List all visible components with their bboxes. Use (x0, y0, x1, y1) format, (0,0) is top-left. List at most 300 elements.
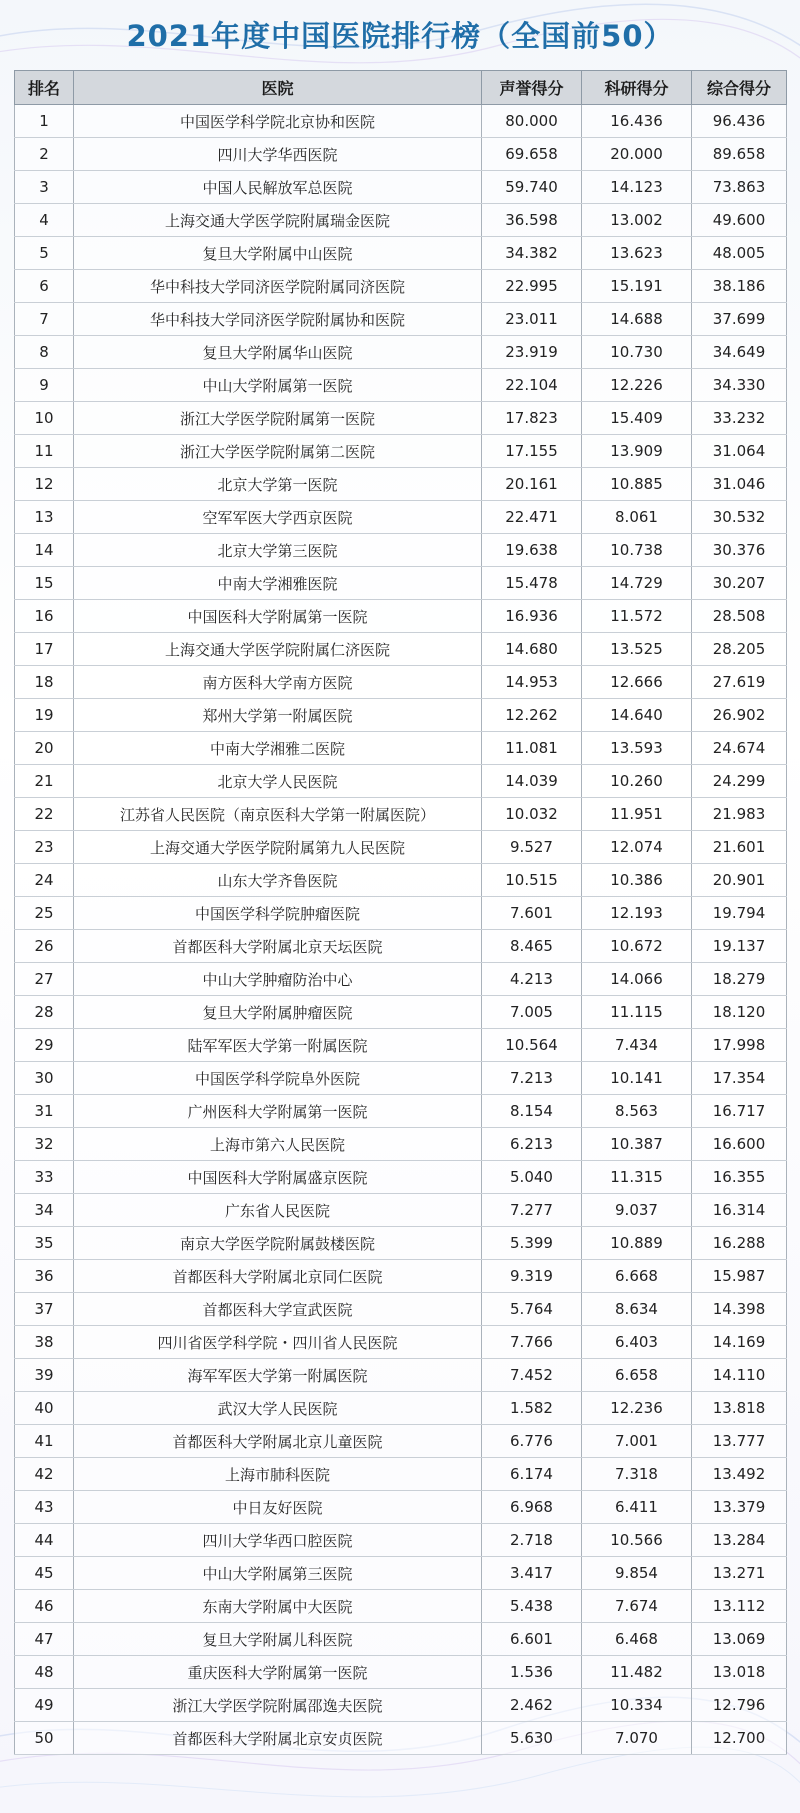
table-row (15, 1062, 787, 1095)
table-row (15, 1425, 787, 1458)
reputation-score-cell: 23.011 (482, 303, 582, 336)
reputation-score-cell: 10.515 (482, 864, 582, 897)
table-row (15, 831, 787, 864)
table-row (15, 699, 787, 732)
total-score-cell: 49.600 (692, 204, 787, 237)
hospital-name-cell: 首都医科大学附属北京儿童医院 (74, 1425, 482, 1458)
total-score-cell: 21.983 (692, 798, 787, 831)
rank-cell: 24 (15, 864, 74, 897)
table-row (15, 270, 787, 303)
reputation-score-cell: 7.766 (482, 1326, 582, 1359)
rank-cell: 33 (15, 1161, 74, 1194)
rank-cell: 10 (15, 402, 74, 435)
total-score-cell: 14.110 (692, 1359, 787, 1392)
table-row (15, 1722, 787, 1755)
rank-cell: 27 (15, 963, 74, 996)
reputation-score-cell: 7.213 (482, 1062, 582, 1095)
research-score-cell: 10.738 (582, 534, 692, 567)
hospital-name-cell: 陆军军医大学第一附属医院 (74, 1029, 482, 1062)
hospital-name-cell: 武汉大学人民医院 (74, 1392, 482, 1425)
reputation-score-cell: 22.104 (482, 369, 582, 402)
table-row (15, 1194, 787, 1227)
reputation-score-cell: 1.536 (482, 1656, 582, 1689)
table-row (15, 1029, 787, 1062)
rank-cell: 20 (15, 732, 74, 765)
rank-cell: 43 (15, 1491, 74, 1524)
research-score-cell: 6.658 (582, 1359, 692, 1392)
rank-cell: 7 (15, 303, 74, 336)
table-row (15, 1095, 787, 1128)
research-score-cell: 7.318 (582, 1458, 692, 1491)
research-score-cell: 15.191 (582, 270, 692, 303)
research-score-cell: 10.141 (582, 1062, 692, 1095)
total-score-cell: 28.508 (692, 600, 787, 633)
hospital-name-cell: 上海交通大学医学院附属第九人民医院 (74, 831, 482, 864)
research-score-cell: 7.674 (582, 1590, 692, 1623)
rank-cell: 14 (15, 534, 74, 567)
total-score-cell: 18.279 (692, 963, 787, 996)
hospital-name-cell: 山东大学齐鲁医院 (74, 864, 482, 897)
table-row (15, 501, 787, 534)
research-score-cell: 11.572 (582, 600, 692, 633)
hospital-name-cell: 华中科技大学同济医学院附属协和医院 (74, 303, 482, 336)
total-score-cell: 15.987 (692, 1260, 787, 1293)
table-row (15, 1623, 787, 1656)
hospital-name-cell: 中日友好医院 (74, 1491, 482, 1524)
header-research-score: 科研得分 (582, 71, 692, 105)
research-score-cell: 8.061 (582, 501, 692, 534)
hospital-name-cell: 四川省医学科学院・四川省人民医院 (74, 1326, 482, 1359)
research-score-cell: 10.386 (582, 864, 692, 897)
research-score-cell: 6.411 (582, 1491, 692, 1524)
rank-cell: 49 (15, 1689, 74, 1722)
reputation-score-cell: 6.213 (482, 1128, 582, 1161)
total-score-cell: 13.379 (692, 1491, 787, 1524)
research-score-cell: 7.434 (582, 1029, 692, 1062)
research-score-cell: 16.436 (582, 105, 692, 138)
rank-cell: 25 (15, 897, 74, 930)
total-score-cell: 17.354 (692, 1062, 787, 1095)
research-score-cell: 12.074 (582, 831, 692, 864)
rank-cell: 39 (15, 1359, 74, 1392)
rank-cell: 16 (15, 600, 74, 633)
header-rank: 排名 (15, 71, 74, 105)
reputation-score-cell: 59.740 (482, 171, 582, 204)
total-score-cell: 38.186 (692, 270, 787, 303)
table-row (15, 897, 787, 930)
table-row (15, 1161, 787, 1194)
rank-cell: 8 (15, 336, 74, 369)
hospital-name-cell: 浙江大学医学院附属第一医院 (74, 402, 482, 435)
rank-cell: 37 (15, 1293, 74, 1326)
total-score-cell: 16.314 (692, 1194, 787, 1227)
total-score-cell: 13.492 (692, 1458, 787, 1491)
rank-cell: 13 (15, 501, 74, 534)
table-row (15, 138, 787, 171)
table-row (15, 204, 787, 237)
reputation-score-cell: 17.823 (482, 402, 582, 435)
hospital-name-cell: 北京大学第一医院 (74, 468, 482, 501)
reputation-score-cell: 19.638 (482, 534, 582, 567)
table-row (15, 1590, 787, 1623)
research-score-cell: 13.909 (582, 435, 692, 468)
research-score-cell: 11.315 (582, 1161, 692, 1194)
hospital-name-cell: 中南大学湘雅二医院 (74, 732, 482, 765)
rank-cell: 29 (15, 1029, 74, 1062)
research-score-cell: 10.387 (582, 1128, 692, 1161)
total-score-cell: 31.046 (692, 468, 787, 501)
research-score-cell: 9.854 (582, 1557, 692, 1590)
reputation-score-cell: 6.601 (482, 1623, 582, 1656)
hospital-name-cell: 首都医科大学附属北京同仁医院 (74, 1260, 482, 1293)
hospital-name-cell: 中南大学湘雅医院 (74, 567, 482, 600)
reputation-score-cell: 5.399 (482, 1227, 582, 1260)
table-row (15, 765, 787, 798)
total-score-cell: 27.619 (692, 666, 787, 699)
total-score-cell: 19.794 (692, 897, 787, 930)
hospital-name-cell: 上海市肺科医院 (74, 1458, 482, 1491)
table-row (15, 732, 787, 765)
rank-cell: 11 (15, 435, 74, 468)
total-score-cell: 21.601 (692, 831, 787, 864)
table-row (15, 1260, 787, 1293)
table-row (15, 171, 787, 204)
rank-cell: 36 (15, 1260, 74, 1293)
rank-cell: 34 (15, 1194, 74, 1227)
total-score-cell: 13.777 (692, 1425, 787, 1458)
table-row (15, 1689, 787, 1722)
hospital-name-cell: 华中科技大学同济医学院附属同济医院 (74, 270, 482, 303)
research-score-cell: 10.885 (582, 468, 692, 501)
hospital-name-cell: 江苏省人民医院（南京医科大学第一附属医院） (74, 798, 482, 831)
reputation-score-cell: 6.174 (482, 1458, 582, 1491)
reputation-score-cell: 23.919 (482, 336, 582, 369)
total-score-cell: 34.649 (692, 336, 787, 369)
total-score-cell: 13.069 (692, 1623, 787, 1656)
total-score-cell: 48.005 (692, 237, 787, 270)
rank-cell: 26 (15, 930, 74, 963)
research-score-cell: 14.123 (582, 171, 692, 204)
reputation-score-cell: 15.478 (482, 567, 582, 600)
research-score-cell: 12.193 (582, 897, 692, 930)
research-score-cell: 14.729 (582, 567, 692, 600)
reputation-score-cell: 9.527 (482, 831, 582, 864)
hospital-name-cell: 复旦大学附属中山医院 (74, 237, 482, 270)
rank-cell: 5 (15, 237, 74, 270)
table-row (15, 534, 787, 567)
research-score-cell: 11.115 (582, 996, 692, 1029)
reputation-score-cell: 7.005 (482, 996, 582, 1029)
reputation-score-cell: 1.582 (482, 1392, 582, 1425)
reputation-score-cell: 11.081 (482, 732, 582, 765)
research-score-cell: 7.001 (582, 1425, 692, 1458)
total-score-cell: 16.600 (692, 1128, 787, 1161)
research-score-cell: 12.666 (582, 666, 692, 699)
table-row (15, 435, 787, 468)
rank-cell: 6 (15, 270, 74, 303)
reputation-score-cell: 22.471 (482, 501, 582, 534)
total-score-cell: 19.137 (692, 930, 787, 963)
table-row (15, 1359, 787, 1392)
total-score-cell: 17.998 (692, 1029, 787, 1062)
hospital-name-cell: 东南大学附属中大医院 (74, 1590, 482, 1623)
research-score-cell: 10.730 (582, 336, 692, 369)
hospital-name-cell: 重庆医科大学附属第一医院 (74, 1656, 482, 1689)
rank-cell: 48 (15, 1656, 74, 1689)
reputation-score-cell: 16.936 (482, 600, 582, 633)
total-score-cell: 16.288 (692, 1227, 787, 1260)
table-row (15, 1392, 787, 1425)
hospital-name-cell: 浙江大学医学院附属第二医院 (74, 435, 482, 468)
research-score-cell: 13.002 (582, 204, 692, 237)
research-score-cell: 20.000 (582, 138, 692, 171)
hospital-name-cell: 上海交通大学医学院附属仁济医院 (74, 633, 482, 666)
hospital-name-cell: 海军军医大学第一附属医院 (74, 1359, 482, 1392)
total-score-cell: 13.284 (692, 1524, 787, 1557)
total-score-cell: 33.232 (692, 402, 787, 435)
research-score-cell: 10.566 (582, 1524, 692, 1557)
research-score-cell: 10.889 (582, 1227, 692, 1260)
reputation-score-cell: 7.452 (482, 1359, 582, 1392)
hospital-name-cell: 中国人民解放军总医院 (74, 171, 482, 204)
total-score-cell: 14.398 (692, 1293, 787, 1326)
research-score-cell: 13.593 (582, 732, 692, 765)
total-score-cell: 96.436 (692, 105, 787, 138)
rank-cell: 42 (15, 1458, 74, 1491)
reputation-score-cell: 10.032 (482, 798, 582, 831)
hospital-name-cell: 复旦大学附属儿科医院 (74, 1623, 482, 1656)
table-row (15, 666, 787, 699)
table-row (15, 1227, 787, 1260)
rank-cell: 28 (15, 996, 74, 1029)
rank-cell: 19 (15, 699, 74, 732)
research-score-cell: 10.672 (582, 930, 692, 963)
table-row (15, 1656, 787, 1689)
rank-cell: 44 (15, 1524, 74, 1557)
hospital-name-cell: 中国医科大学附属第一医院 (74, 600, 482, 633)
reputation-score-cell: 7.601 (482, 897, 582, 930)
reputation-score-cell: 80.000 (482, 105, 582, 138)
rank-cell: 21 (15, 765, 74, 798)
hospital-name-cell: 首都医科大学附属北京天坛医院 (74, 930, 482, 963)
table-row (15, 402, 787, 435)
table-row (15, 1128, 787, 1161)
rank-cell: 9 (15, 369, 74, 402)
table-row (15, 633, 787, 666)
reputation-score-cell: 7.277 (482, 1194, 582, 1227)
table-row (15, 105, 787, 138)
ranking-table (14, 70, 787, 1755)
research-score-cell: 14.640 (582, 699, 692, 732)
rank-cell: 1 (15, 105, 74, 138)
research-score-cell: 9.037 (582, 1194, 692, 1227)
table-row (15, 468, 787, 501)
rank-cell: 41 (15, 1425, 74, 1458)
total-score-cell: 28.205 (692, 633, 787, 666)
table-row (15, 996, 787, 1029)
rank-cell: 31 (15, 1095, 74, 1128)
table-row (15, 1326, 787, 1359)
total-score-cell: 24.299 (692, 765, 787, 798)
research-score-cell: 7.070 (582, 1722, 692, 1755)
rank-cell: 40 (15, 1392, 74, 1425)
total-score-cell: 12.700 (692, 1722, 787, 1755)
total-score-cell: 16.717 (692, 1095, 787, 1128)
hospital-name-cell: 中国医学科学院阜外医院 (74, 1062, 482, 1095)
reputation-score-cell: 17.155 (482, 435, 582, 468)
research-score-cell: 8.563 (582, 1095, 692, 1128)
total-score-cell: 13.271 (692, 1557, 787, 1590)
rank-cell: 46 (15, 1590, 74, 1623)
page-title: 2021年度中国医院排行榜（全国前50） (126, 19, 674, 53)
hospital-name-cell: 南京大学医学院附属鼓楼医院 (74, 1227, 482, 1260)
reputation-score-cell: 36.598 (482, 204, 582, 237)
hospital-name-cell: 四川大学华西口腔医院 (74, 1524, 482, 1557)
reputation-score-cell: 2.718 (482, 1524, 582, 1557)
research-score-cell: 11.951 (582, 798, 692, 831)
reputation-score-cell: 69.658 (482, 138, 582, 171)
reputation-score-cell: 5.040 (482, 1161, 582, 1194)
research-score-cell: 6.468 (582, 1623, 692, 1656)
hospital-name-cell: 北京大学第三医院 (74, 534, 482, 567)
research-score-cell: 10.260 (582, 765, 692, 798)
header-hospital: 医院 (74, 71, 482, 105)
reputation-score-cell: 2.462 (482, 1689, 582, 1722)
table-row (15, 369, 787, 402)
reputation-score-cell: 14.680 (482, 633, 582, 666)
rank-cell: 15 (15, 567, 74, 600)
rank-cell: 12 (15, 468, 74, 501)
table-row (15, 567, 787, 600)
total-score-cell: 30.532 (692, 501, 787, 534)
rank-cell: 35 (15, 1227, 74, 1260)
hospital-name-cell: 中国医科大学附属盛京医院 (74, 1161, 482, 1194)
research-score-cell: 11.482 (582, 1656, 692, 1689)
hospital-name-cell: 中山大学肿瘤防治中心 (74, 963, 482, 996)
total-score-cell: 37.699 (692, 303, 787, 336)
reputation-score-cell: 22.995 (482, 270, 582, 303)
table-row (15, 336, 787, 369)
table-row (15, 1524, 787, 1557)
research-score-cell: 13.525 (582, 633, 692, 666)
reputation-score-cell: 6.968 (482, 1491, 582, 1524)
table-row (15, 600, 787, 633)
research-score-cell: 6.668 (582, 1260, 692, 1293)
total-score-cell: 20.901 (692, 864, 787, 897)
rank-cell: 2 (15, 138, 74, 171)
reputation-score-cell: 14.039 (482, 765, 582, 798)
research-score-cell: 10.334 (582, 1689, 692, 1722)
rank-cell: 38 (15, 1326, 74, 1359)
total-score-cell: 13.112 (692, 1590, 787, 1623)
total-score-cell: 12.796 (692, 1689, 787, 1722)
research-score-cell: 8.634 (582, 1293, 692, 1326)
rank-cell: 18 (15, 666, 74, 699)
table-row (15, 1557, 787, 1590)
total-score-cell: 30.207 (692, 567, 787, 600)
reputation-score-cell: 4.213 (482, 963, 582, 996)
reputation-score-cell: 5.438 (482, 1590, 582, 1623)
reputation-score-cell: 5.764 (482, 1293, 582, 1326)
total-score-cell: 13.018 (692, 1656, 787, 1689)
hospital-name-cell: 南方医科大学南方医院 (74, 666, 482, 699)
total-score-cell: 31.064 (692, 435, 787, 468)
hospital-name-cell: 浙江大学医学院附属邵逸夫医院 (74, 1689, 482, 1722)
reputation-score-cell: 10.564 (482, 1029, 582, 1062)
hospital-name-cell: 广州医科大学附属第一医院 (74, 1095, 482, 1128)
research-score-cell: 6.403 (582, 1326, 692, 1359)
table-row (15, 303, 787, 336)
research-score-cell: 12.226 (582, 369, 692, 402)
rank-cell: 22 (15, 798, 74, 831)
table-row (15, 1293, 787, 1326)
rank-cell: 17 (15, 633, 74, 666)
total-score-cell: 16.355 (692, 1161, 787, 1194)
rank-cell: 30 (15, 1062, 74, 1095)
table-row (15, 798, 787, 831)
table-header-row (15, 71, 787, 105)
hospital-name-cell: 四川大学华西医院 (74, 138, 482, 171)
reputation-score-cell: 8.465 (482, 930, 582, 963)
reputation-score-cell: 5.630 (482, 1722, 582, 1755)
reputation-score-cell: 3.417 (482, 1557, 582, 1590)
table-row (15, 1491, 787, 1524)
header-total-score: 综合得分 (692, 71, 787, 105)
hospital-name-cell: 中国医学科学院北京协和医院 (74, 105, 482, 138)
total-score-cell: 73.863 (692, 171, 787, 204)
reputation-score-cell: 34.382 (482, 237, 582, 270)
rank-cell: 32 (15, 1128, 74, 1161)
hospital-name-cell: 复旦大学附属华山医院 (74, 336, 482, 369)
header-reputation-score: 声誉得分 (482, 71, 582, 105)
hospital-name-cell: 空军军医大学西京医院 (74, 501, 482, 534)
hospital-name-cell: 首都医科大学宣武医院 (74, 1293, 482, 1326)
rank-cell: 23 (15, 831, 74, 864)
table-row (15, 864, 787, 897)
hospital-name-cell: 中山大学附属第一医院 (74, 369, 482, 402)
total-score-cell: 30.376 (692, 534, 787, 567)
table-row (15, 1458, 787, 1491)
hospital-name-cell: 北京大学人民医院 (74, 765, 482, 798)
total-score-cell: 89.658 (692, 138, 787, 171)
rank-cell: 45 (15, 1557, 74, 1590)
reputation-score-cell: 20.161 (482, 468, 582, 501)
table-row (15, 237, 787, 270)
total-score-cell: 13.818 (692, 1392, 787, 1425)
reputation-score-cell: 8.154 (482, 1095, 582, 1128)
table-row (15, 930, 787, 963)
hospital-name-cell: 中山大学附属第三医院 (74, 1557, 482, 1590)
hospital-name-cell: 广东省人民医院 (74, 1194, 482, 1227)
research-score-cell: 14.688 (582, 303, 692, 336)
rank-cell: 3 (15, 171, 74, 204)
research-score-cell: 13.623 (582, 237, 692, 270)
research-score-cell: 14.066 (582, 963, 692, 996)
hospital-name-cell: 复旦大学附属肿瘤医院 (74, 996, 482, 1029)
total-score-cell: 26.902 (692, 699, 787, 732)
total-score-cell: 18.120 (692, 996, 787, 1029)
hospital-name-cell: 首都医科大学附属北京安贞医院 (74, 1722, 482, 1755)
rank-cell: 47 (15, 1623, 74, 1656)
hospital-name-cell: 郑州大学第一附属医院 (74, 699, 482, 732)
total-score-cell: 14.169 (692, 1326, 787, 1359)
research-score-cell: 15.409 (582, 402, 692, 435)
table-row (15, 963, 787, 996)
reputation-score-cell: 12.262 (482, 699, 582, 732)
hospital-name-cell: 中国医学科学院肿瘤医院 (74, 897, 482, 930)
reputation-score-cell: 14.953 (482, 666, 582, 699)
total-score-cell: 34.330 (692, 369, 787, 402)
